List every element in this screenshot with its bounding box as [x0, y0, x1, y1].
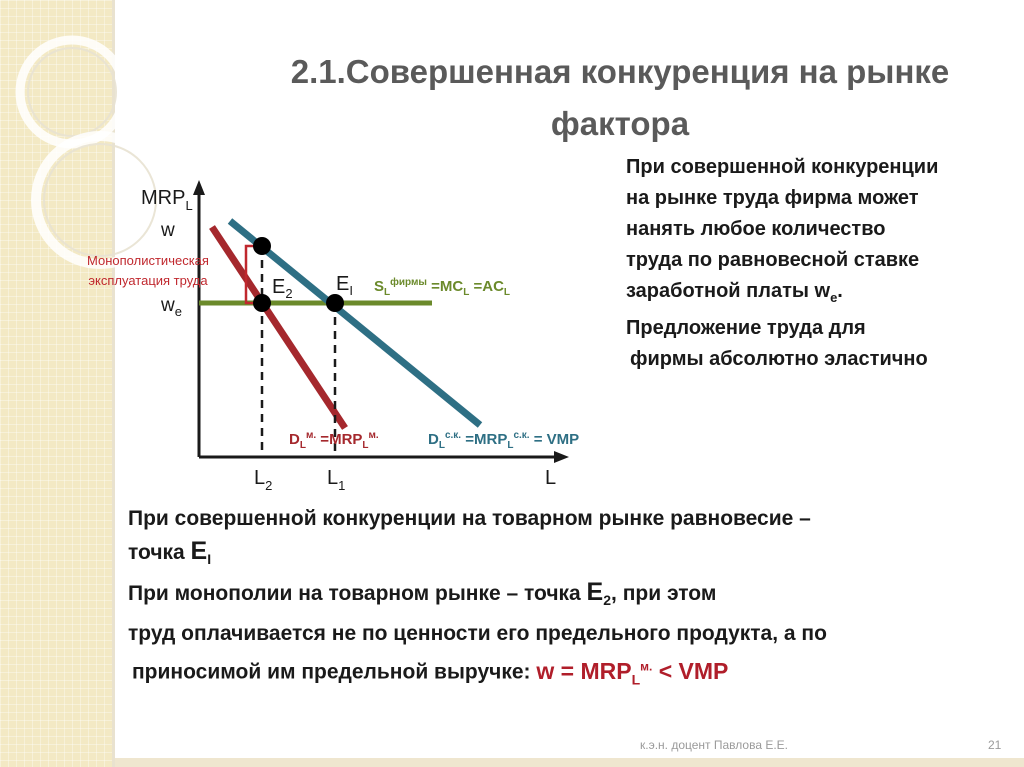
explanation-line: нанять любое количество	[626, 218, 886, 240]
slide-title: 2.1.Совершенная конкуренция на рынке фактора	[290, 53, 950, 142]
formula: $w = MRP_L^{м.}$ < VMP	[536, 658, 729, 688]
explanation-line: на рынке труда фирма может	[626, 187, 919, 209]
demand-monopoly-label: $D_L^{м.} =MRP_L^{м.}$	[289, 430, 379, 451]
page-number: 21	[988, 738, 1002, 752]
conclusion-line: точка $E_I$	[128, 537, 212, 568]
l1-label: $L_1$	[327, 467, 346, 493]
conclusion-line: приносимой им предельной выручке: $w = MRP_L^{м.}$ < VMP	[132, 658, 729, 688]
x-axis-arrow	[554, 451, 569, 463]
explanation-line: Предложение труда для	[626, 317, 866, 339]
w-label: w	[161, 220, 175, 241]
x-axis-label: L	[545, 467, 557, 489]
l2-label: $L_2$	[254, 467, 273, 493]
conclusion-line: труд оплачивается не по ценности его предельного продукта, а по	[128, 622, 827, 646]
explanation-line: труда по равновесной ставке	[626, 249, 920, 271]
annotation-line1: Монополистическая	[87, 253, 209, 268]
explanation-line: фирмы абсолютно эластично	[630, 348, 928, 370]
explanation-text	[626, 152, 1006, 375]
e1-label: $E_I$	[336, 273, 353, 298]
conclusion-line: При монополии на товарном рынке – точка $E_2$, при этом	[128, 578, 717, 609]
y-axis-arrow	[193, 180, 205, 195]
point-e2	[253, 294, 271, 312]
supply-label: $S_L^{фирмы} =MC_L =AC_L$	[374, 277, 511, 298]
point-w	[253, 237, 271, 255]
annotation-line2: эксплуатация труда	[88, 273, 208, 288]
conclusion-text	[128, 502, 1008, 697]
explanation-line: При совершенной конкуренции	[626, 156, 939, 178]
y-axis-label: $MRP_L$	[141, 187, 193, 213]
explanation-line: заработной платы $w_e$.	[626, 280, 843, 305]
e2-label: $E_2$	[272, 276, 293, 301]
we-label: $w_e$	[161, 295, 182, 319]
demand-competitive-label: $D_L^{с.к.} =MRP_L^{с.к.}$ = VMP	[428, 430, 580, 451]
conclusion-line: При совершенной конкуренции на товарном рынке равновесие –	[128, 507, 811, 530]
footer-author: к.э.н. доцент Павлова Е.Е.	[640, 738, 789, 752]
point-e1	[326, 294, 344, 312]
